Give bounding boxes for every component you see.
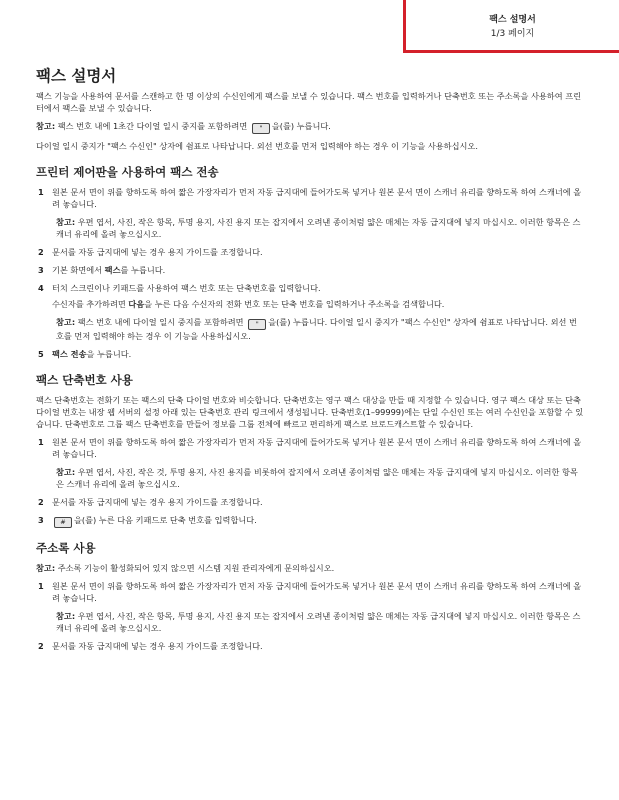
pause-key-icon: ": [252, 123, 270, 134]
note-label: 참고:: [36, 563, 56, 573]
note-label: 참고:: [56, 467, 76, 477]
step-text: 터치 스크린이나 키패드를 사용하여 팩스 번호 또는 단축번호를 입력합니다.: [52, 283, 321, 293]
header-title: 팩스 설명서: [489, 15, 536, 25]
step-text: 원본 문서 면이 위를 향하도록 하여 짧은 가장자리가 먼저 자동 급지대에 들어가도록 넣거나 원본 문서 면이 스캐너 유리를 향하도록 하여 스캐너에 올려 놓습니다.: [52, 581, 582, 603]
note-label: 참고:: [56, 317, 76, 327]
note-label: 참고:: [56, 217, 76, 227]
step-item: [36, 640, 584, 652]
ui-term: 팩스 전송: [52, 349, 87, 359]
step-text: 을(를) 누른 다음 키패드로 단축 번호를 입력합니다.: [74, 515, 257, 525]
steps-control-panel: [36, 186, 584, 360]
steps-shortcuts: [36, 436, 584, 528]
step-note: [56, 216, 584, 240]
step-text: 을 누른 다음 수신자의 전화 번호 또는 단축 번호를 입력하거나 주소록을 검색합니다.: [144, 299, 445, 309]
step-item: [36, 246, 584, 258]
step-text: 수신자를 추가하려면: [52, 299, 126, 309]
step-item: [36, 282, 584, 342]
note-text: 우편 엽서, 사진, 작은 항목, 투명 용지, 사진 용지 또는 잡지에서 오려낸 종이처럼 얇은 매체는 자동 급지대에 넣지 마십시오. 이러한 항목은 스캐너 유리에 올려 놓으십시오.: [56, 217, 581, 239]
note-text: 팩스 번호 내에 1초간 다이얼 일시 중지를 포함하려면: [57, 121, 248, 131]
ui-term: 팩스: [104, 265, 121, 275]
note-text: 우편 엽서, 사진, 작은 항목, 투명 용지, 사진 용지 또는 잡지에서 오려낸 종이처럼 얇은 매체는 자동 급지대에 넣지 마십시오. 이러한 항목은 스캐너 유리에 올려 놓으십시오.: [56, 611, 581, 633]
step-note: [56, 610, 584, 634]
note-text: 우편 엽서, 사진, 작은 것, 투명 용지, 사진 용지를 비롯하여 잡지에서 오려낸 종이처럼 얇은 매체는 자동 급지대에 넣지 마십시오. 이러한 항목은 스캐너 유리에 올려 놓으십시오.: [56, 467, 578, 489]
note-label: 참고:: [56, 611, 76, 621]
step-item: [36, 264, 584, 276]
step-number: 1: [38, 437, 44, 447]
step-item: [36, 348, 584, 360]
section-title-control-panel: 프린터 제어판을 사용하여 팩스 전송: [36, 165, 219, 179]
pause-key-icon: ": [248, 319, 266, 330]
step-number: 3: [38, 515, 44, 525]
document-body: [36, 67, 584, 658]
intro-paragraph: 팩스 기능을 사용하여 문서를 스캔하고 한 명 이상의 수신인에게 팩스를 보낼 수 있습니다. 팩스 번호를 입력하거나 단축번호 또는 주소록을 사용하여 프린터에서 팩스를 보낼 수 있습니다.: [36, 91, 582, 113]
note-label: 참고:: [36, 121, 56, 131]
header-page-number: 1/3 페이지: [490, 29, 535, 39]
page-title: 팩스 설명서: [36, 67, 117, 85]
note-text: 팩스 번호 내에 다이얼 일시 중지를 포함하려면: [77, 317, 244, 327]
step-number: 1: [38, 581, 44, 591]
step-text: 원본 문서 면이 위를 향하도록 하여 짧은 가장자리가 먼저 자동 급지대에 들어가도록 넣거나 원본 문서 면이 스캐너 유리를 향하도록 하여 스캐너에 올려 놓습니다.: [52, 187, 582, 209]
intro-note: [36, 120, 584, 134]
step-item: [36, 496, 584, 508]
intro-paragraph-pause: 다이얼 일시 중지가 "팩스 수신인" 상자에 쉼표로 나타납니다. 외선 번호를 먼저 입력해야 하는 경우 이 기능을 사용하십시오.: [36, 141, 478, 151]
step-text: 문서를 자동 급지대에 넣는 경우 용지 가이드를 조정합니다.: [52, 641, 263, 651]
steps-address-book: [36, 580, 584, 652]
address-book-note: [36, 562, 584, 574]
step-number: 1: [38, 187, 44, 197]
step-text: 를 누릅니다.: [120, 265, 166, 275]
section-title-address-book: 주소록 사용: [36, 541, 96, 555]
step-text: 문서를 자동 급지대에 넣는 경우 용지 가이드를 조정합니다.: [52, 247, 263, 257]
step-note: [56, 316, 584, 342]
step-item: [36, 436, 584, 490]
page-header: [403, 0, 619, 53]
step-number: 5: [38, 349, 44, 359]
step-number: 3: [38, 265, 44, 275]
note-text: 을(를) 누릅니다.: [271, 121, 331, 131]
section-title-shortcuts: 팩스 단축번호 사용: [36, 373, 133, 387]
note-text: 주소록 기능이 활성화되어 있지 않으면 시스템 지원 관리자에게 문의하십시오.: [57, 563, 335, 573]
hash-key-icon: #: [54, 517, 72, 528]
note-text: 을(를) 누릅니다. 다이얼 일시 중지가 "팩스 수신인" 상자에 쉼표로 나타납니다. 외선 번호를 먼저 입력해야 하는 경우 이 기능을 사용하십시오.: [56, 317, 577, 341]
step-text: 문서를 자동 급지대에 넣는 경우 용지 가이드를 조정합니다.: [52, 497, 263, 507]
step-item: [36, 580, 584, 634]
shortcuts-paragraph: 팩스 단축번호는 전화기 또는 팩스의 단축 다이얼 번호와 비슷합니다. 단축번호는 영구 팩스 대상을 만들 때 지정할 수 있습니다. 영구 팩스 대상 또는 단축 다이얼 번호는 내장 웹 서버의 설정 아래 있는 단축번호 관리 링크에서 생성됩니다. 단축번호(1–99999)에는 단일 수신인 또는 여러 수신인을 포함할 수 있습니다. 단축번호로 그룹 팩스 단축번호를 만들어 정보를 그룹 전체에 빠르고 편리하게 팩스로 브로드캐스트할 수 있습니다.: [36, 395, 584, 429]
step-number: 4: [38, 283, 44, 293]
step-item: [36, 186, 584, 240]
step-note: [56, 466, 584, 490]
step-text: 기본 화면에서: [52, 265, 103, 275]
step-text: 원본 문서 면이 위를 향하도록 하여 짧은 가장자리가 먼저 자동 급지대에 들어가도록 넣거나 원본 문서 면이 스캐너 유리를 향하도록 하여 스캐너에 올려 놓습니다.: [52, 437, 582, 459]
step-number: 2: [38, 247, 44, 257]
step-item: [36, 514, 584, 528]
step-subtext: [52, 298, 584, 310]
step-text: 을 누릅니다.: [86, 349, 132, 359]
step-number: 2: [38, 641, 44, 651]
ui-term: 다음: [128, 299, 145, 309]
step-number: 2: [38, 497, 44, 507]
